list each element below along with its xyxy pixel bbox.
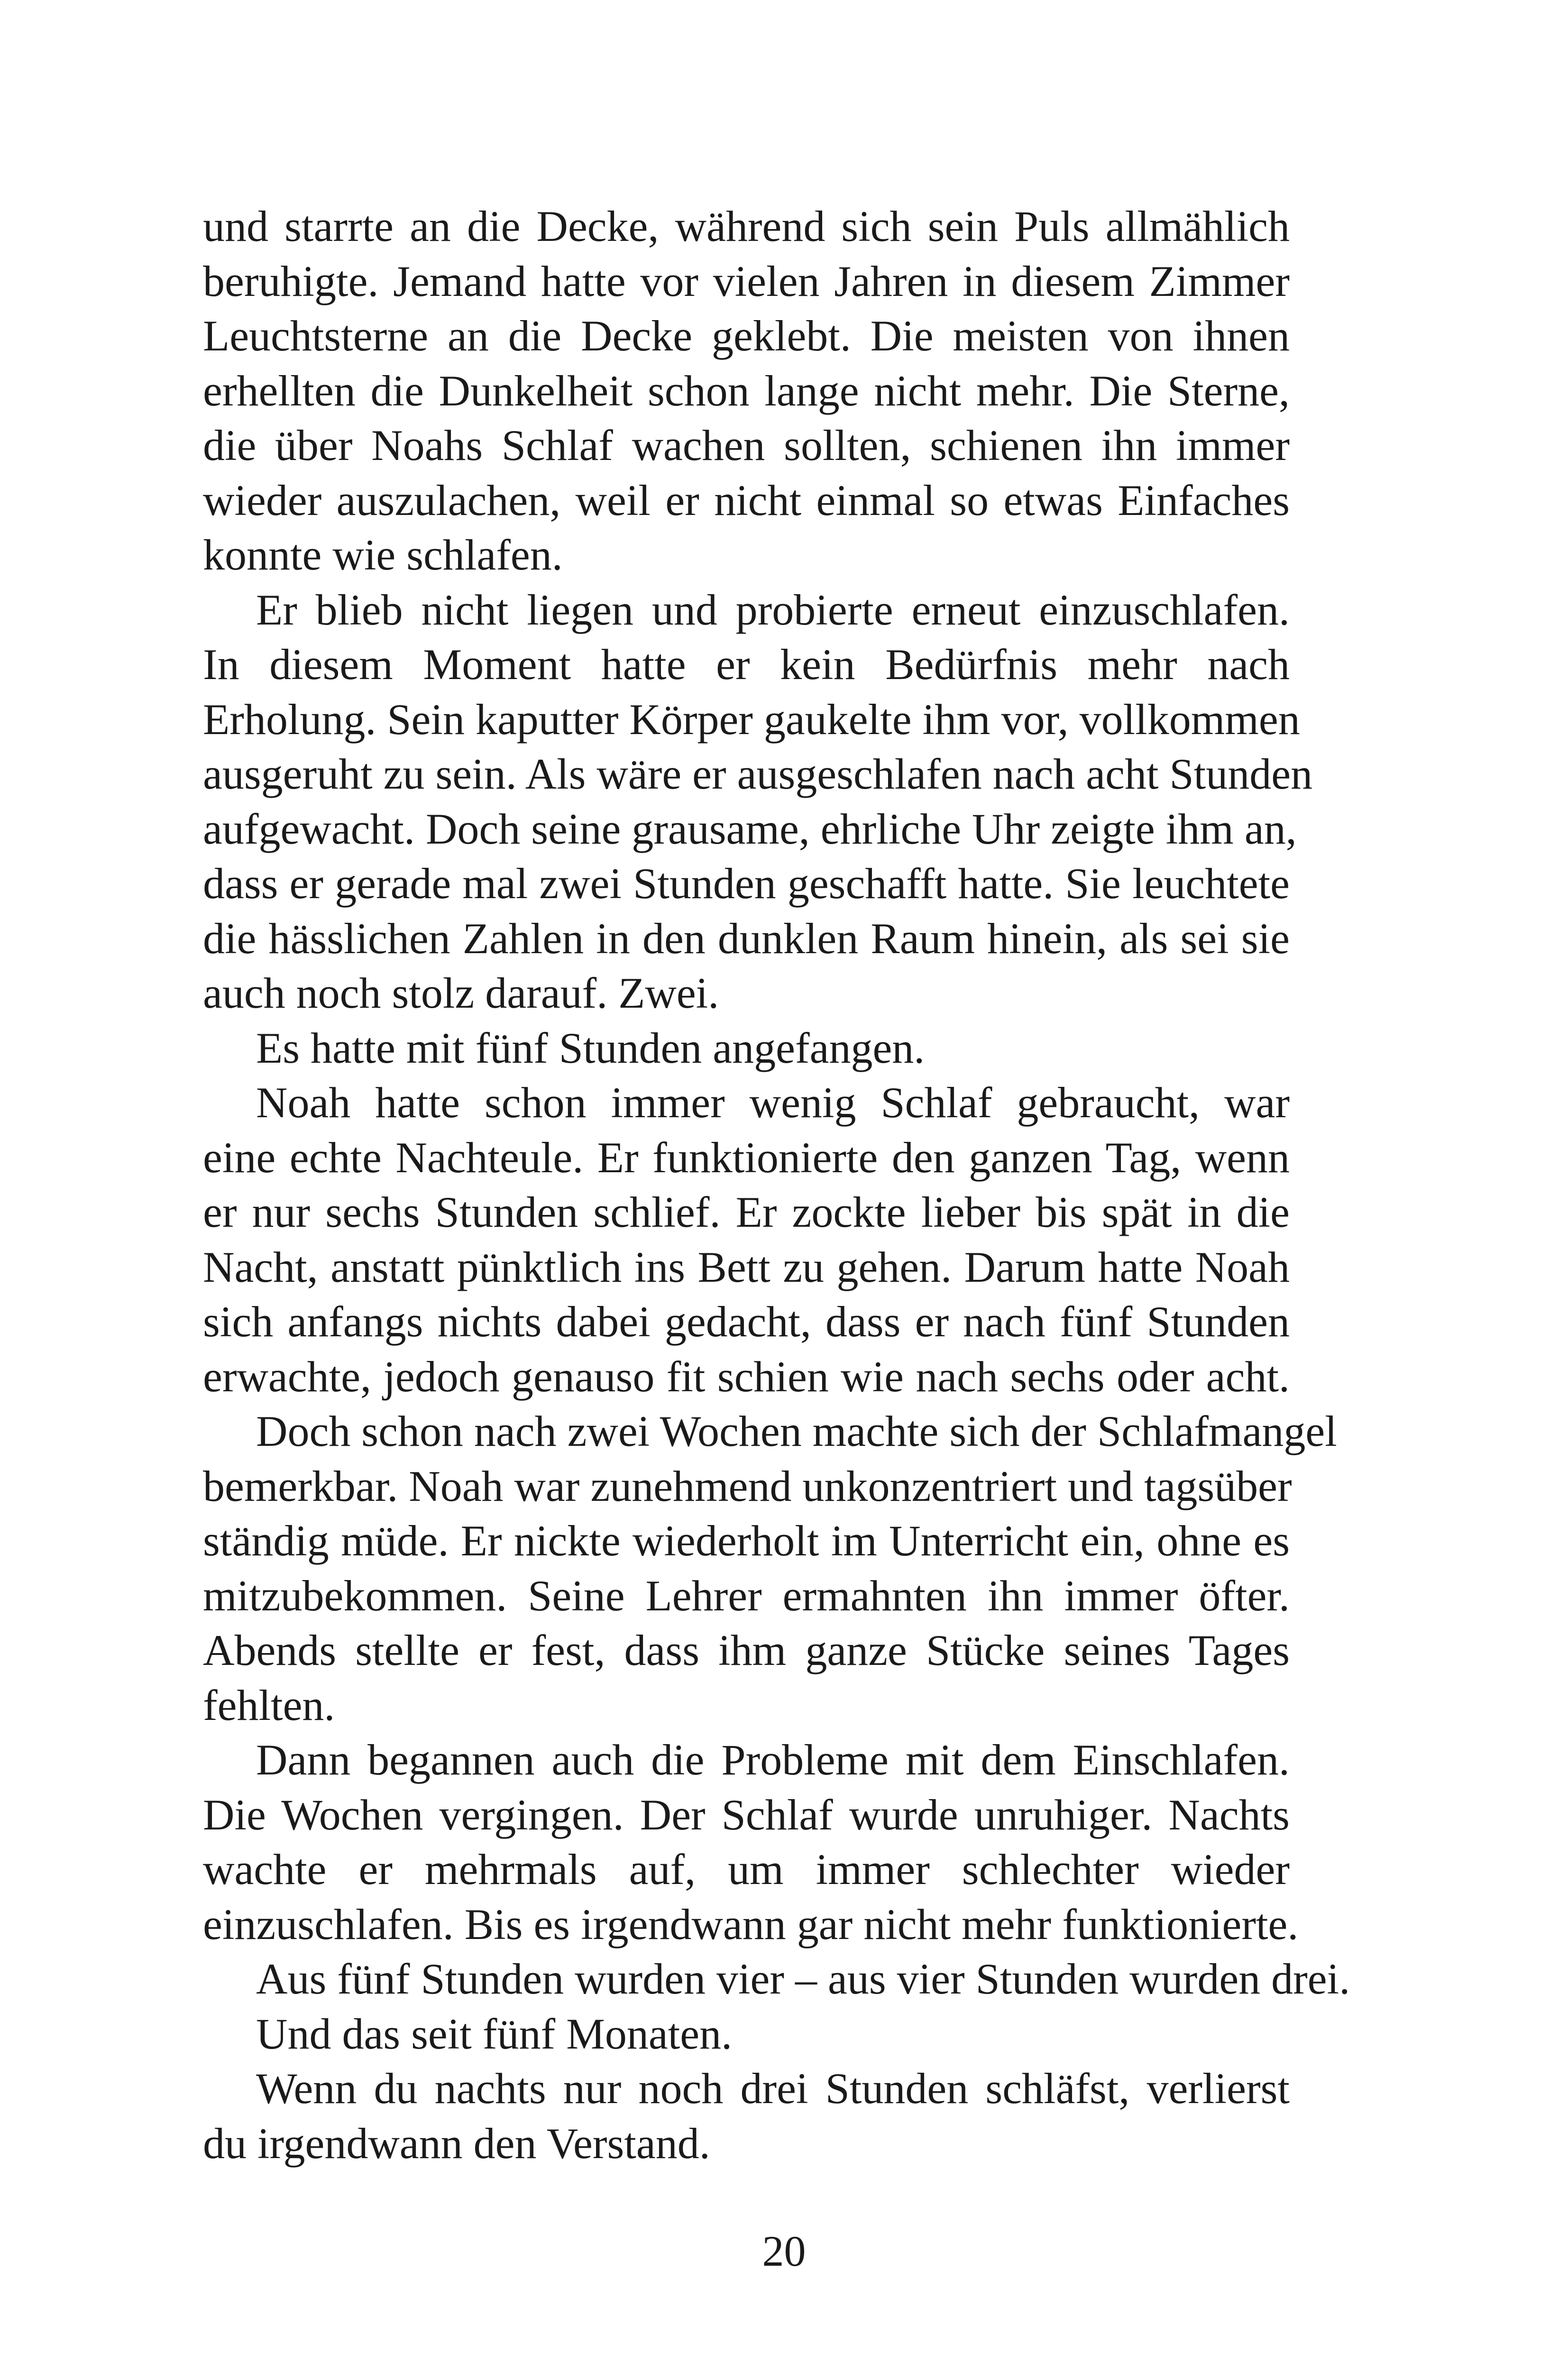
- text-line: Es hatte mit fünf Stunden angefangen.: [256, 1023, 925, 1072]
- text-line: bemerkbar. Noah war zunehmend unkonzentriert und tagsüber: [203, 1461, 1292, 1510]
- text-line: beruhigte. Jemand hatte vor vielen Jahren in diesem Zimmer: [203, 257, 1290, 305]
- text-line: ständig müde. Er nickte wiederholt im Unterricht ein, ohne es: [203, 1516, 1290, 1565]
- text-line: er nur sechs Stunden schlief. Er zockte lieber bis spät in die: [203, 1188, 1290, 1236]
- text-line: du irgendwann den Verstand.: [203, 2119, 710, 2168]
- text-line: Doch schon nach zwei Wochen machte sich der Schlafmangel: [256, 1407, 1337, 1455]
- text-line: Leuchtsterne an die Decke geklebt. Die meisten von ihnen: [203, 312, 1290, 360]
- text-line: konnte wie schlafen.: [203, 531, 563, 579]
- text-line: einzuschlafen. Bis es irgendwann gar nicht mehr funktionierte.: [203, 1900, 1299, 1948]
- text-line: auch noch stolz darauf. Zwei.: [203, 969, 719, 1017]
- text-line: eine echte Nachteule. Er funktionierte den ganzen Tag, wenn: [203, 1133, 1290, 1182]
- text-line: Wenn du nachts nur noch drei Stunden schläfst, verlierst: [256, 2064, 1290, 2113]
- text-line: Abends stellte er fest, dass ihm ganze Stücke seines Tages: [203, 1626, 1290, 1674]
- text-line: Nacht, anstatt pünktlich ins Bett zu gehen. Darum hatte Noah: [203, 1242, 1290, 1291]
- text-line: In diesem Moment hatte er kein Bedürfnis mehr nach: [203, 640, 1290, 689]
- text-line: Dann begannen auch die Probleme mit dem Einschlafen.: [256, 1736, 1290, 1784]
- text-line: mitzubekommen. Seine Lehrer ermahnten ihn immer öfter.: [203, 1571, 1290, 1620]
- text-line: aufgewacht. Doch seine grausame, ehrliche Uhr zeigte ihm an,: [203, 804, 1297, 853]
- text-line: die über Noahs Schlaf wachen sollten, schienen ihn immer: [203, 421, 1290, 469]
- text-line: Noah hatte schon immer wenig Schlaf gebraucht, war: [256, 1078, 1290, 1127]
- text-line: Er blieb nicht liegen und probierte erneut einzuschlafen.: [256, 585, 1290, 634]
- text-line: Die Wochen vergingen. Der Schlaf wurde unruhiger. Nachts: [203, 1790, 1290, 1839]
- text-line: ausgeruht zu sein. Als wäre er ausgeschlafen nach acht Stunden: [203, 750, 1313, 798]
- body-text: [203, 199, 1350, 2171]
- text-line: dass er gerade mal zwei Stunden geschafft hatte. Sie leuchtete: [203, 859, 1290, 908]
- text-line: Erholung. Sein kaputter Körper gaukelte ihm vor, vollkommen: [203, 695, 1300, 744]
- text-line: fehlten.: [203, 1681, 335, 1729]
- text-line: Und das seit fünf Monaten.: [256, 2009, 733, 2058]
- text-line: die hässlichen Zahlen in den dunklen Raum hinein, als sei sie: [203, 914, 1290, 963]
- text-line: sich anfangs nichts dabei gedacht, dass er nach fünf Stunden: [203, 1297, 1290, 1346]
- text-line: Aus fünf Stunden wurden vier – aus vier Stunden wurden drei.: [256, 1955, 1350, 2003]
- page-number: 20: [762, 2227, 806, 2275]
- text-line: und starrte an die Decke, während sich sein Puls allmählich: [203, 202, 1290, 250]
- text-line: wieder auszulachen, weil er nicht einmal so etwas Einfaches: [203, 476, 1290, 524]
- text-line: wachte er mehrmals auf, um immer schlechter wieder: [203, 1845, 1290, 1893]
- text-line: erwachte, jedoch genauso fit schien wie nach sechs oder acht.: [203, 1352, 1290, 1401]
- text-line: erhellten die Dunkelheit schon lange nicht mehr. Die Sterne,: [203, 366, 1290, 415]
